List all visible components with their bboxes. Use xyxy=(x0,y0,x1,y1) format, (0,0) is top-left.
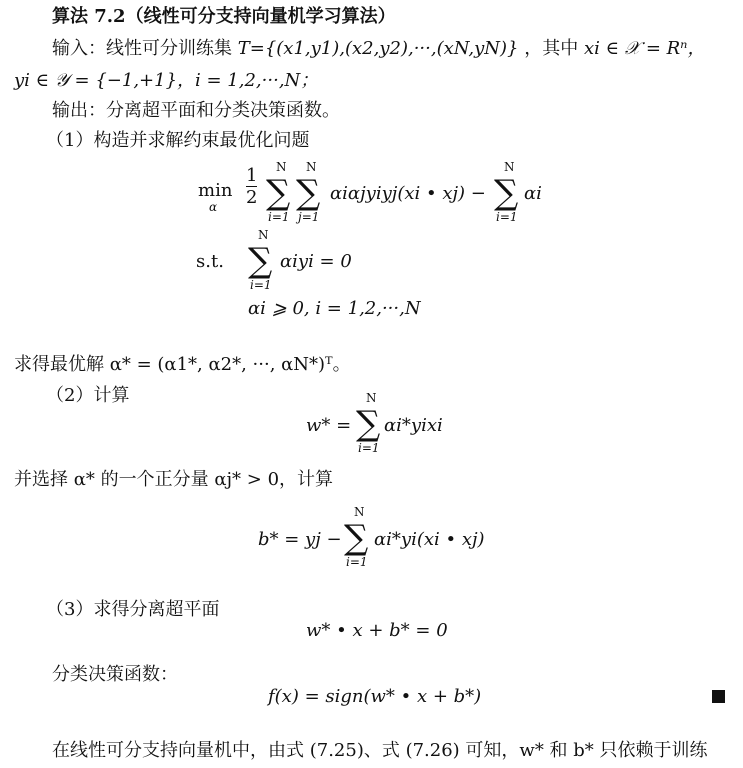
w-lhs: w* = xyxy=(306,415,352,436)
objective-tail: αi xyxy=(524,183,542,204)
end-of-proof-square xyxy=(712,690,725,703)
hyperplane-equation: w* • x + b* = 0 xyxy=(306,620,448,641)
sum4-upper: N xyxy=(258,228,269,242)
b-rhs: αi*yi(xi • xj) xyxy=(374,529,485,550)
step3-label: （3）求得分离超平面 xyxy=(46,599,220,620)
b-lhs: b* = yj − xyxy=(258,529,342,550)
sum2-sigma: ∑ xyxy=(296,173,321,213)
st-label: s.t. xyxy=(196,251,224,272)
constraint-1: αiyi = 0 xyxy=(280,251,352,272)
objective-body: αiαjyiyj(xi • xj) − xyxy=(330,183,486,204)
algorithm-title: 算法 7.2（线性可分支持向量机学习算法） xyxy=(52,6,396,27)
choose-line: 并选择 α* 的一个正分量 αj* > 0，计算 xyxy=(14,469,334,490)
output-line: 输出：分离超平面和分类决策函数。 xyxy=(52,100,340,121)
input-label: 输入：线性可分训练集 xyxy=(52,38,232,59)
step1-label: （1）构造并求解约束最优化问题 xyxy=(46,130,310,151)
footer-paragraph: 在线性可分支持向量机中，由式 (7.25)、式 (7.26) 可知，w* 和 b* 只依赖于训练 xyxy=(52,740,708,761)
sum5-sigma: ∑ xyxy=(356,404,381,444)
sum6-upper: N xyxy=(354,505,365,519)
min-subscript: α xyxy=(209,200,218,214)
half-fraction: $\frac{1}{2}$ xyxy=(246,165,258,208)
input-yi-def: yi ∈ 𝒴 = {−1,+1}，i = 1,2,···,N； xyxy=(14,70,319,91)
sum5-lower: i=1 xyxy=(358,441,380,455)
step2-label: （2）计算 xyxy=(46,385,130,406)
constraint-2: αi ⩾ 0, i = 1,2,···,N xyxy=(248,298,421,319)
sum5-upper: N xyxy=(366,391,377,405)
sum3-upper: N xyxy=(504,160,515,174)
input-where: ，其中 xyxy=(524,38,579,59)
decision-function: f(x) = sign(w* • x + b*) xyxy=(268,686,482,707)
decision-label: 分类决策函数： xyxy=(52,664,178,685)
input-set: T={(x1,y1),(x2,y2),···,(xN,yN)} xyxy=(237,38,519,59)
input-line xyxy=(52,34,705,60)
input-xi-def: xi ∈ 𝒳 = Rⁿ， xyxy=(583,38,706,59)
sum1-lower: i=1 xyxy=(268,210,290,224)
sum4-lower: i=1 xyxy=(250,278,272,292)
sum3-sigma: ∑ xyxy=(494,173,519,213)
sum6-sigma: ∑ xyxy=(344,518,369,558)
min-operator: min xyxy=(198,180,233,201)
sum4-sigma: ∑ xyxy=(248,241,273,281)
step1-result: 求得最优解 α* = (α1*, α2*, ···, αN*)ᵀ。 xyxy=(14,354,351,375)
sum2-lower: j=1 xyxy=(298,210,320,224)
sum6-lower: i=1 xyxy=(346,555,368,569)
w-rhs: αi*yixi xyxy=(384,415,443,436)
sum3-lower: i=1 xyxy=(496,210,518,224)
sum2-upper: N xyxy=(306,160,317,174)
sum1-upper: N xyxy=(276,160,287,174)
sum1-sigma: ∑ xyxy=(266,173,291,213)
